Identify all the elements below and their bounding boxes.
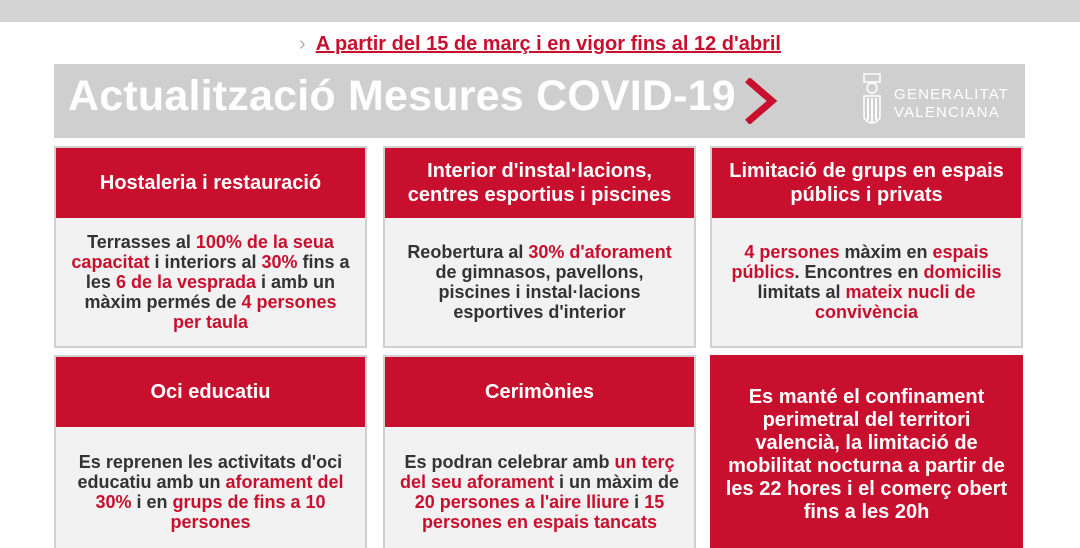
card-hostaleria xyxy=(54,146,367,348)
card-oci-educatiu xyxy=(54,355,367,548)
page-title: Actualització Mesures COVID-19 xyxy=(68,72,736,120)
body-text: . Encontres en xyxy=(794,262,924,282)
body-text: limitats al xyxy=(757,282,846,302)
card-title: Interior d'instal·lacions, centres esportius i piscines xyxy=(385,148,694,218)
card-cerimonies xyxy=(383,355,696,548)
body-text: Reobertura al xyxy=(407,242,529,262)
body-text: i amb un màxim permés de xyxy=(84,272,336,312)
highlight-text: 4 persones per taula xyxy=(172,292,337,332)
generalitat-logo xyxy=(860,72,1020,132)
highlight-text: 20 persones a l'aire lliure xyxy=(414,492,630,512)
logo-line-1: GENERALITAT xyxy=(894,86,1010,103)
card-body xyxy=(56,218,365,346)
body-text: de gimnasos, pavellons, piscines i instal·lacions esportives d'interior xyxy=(435,262,644,322)
card-body xyxy=(385,427,694,548)
highlight-text: 30% d'aforament xyxy=(528,242,672,262)
logo-text xyxy=(894,86,1009,122)
body-text: màxim en xyxy=(839,242,933,262)
card-body xyxy=(712,218,1021,346)
highlight-text: espais públics xyxy=(731,242,989,282)
card-grups xyxy=(710,146,1023,348)
body-text: i un màxim de xyxy=(554,472,680,492)
card-body xyxy=(56,427,365,548)
body-text: fins a les xyxy=(85,252,350,292)
card-instal-lacions xyxy=(383,146,696,348)
card-body-text xyxy=(70,232,351,332)
card-confinament xyxy=(710,355,1023,548)
body-text: Terrasses al xyxy=(87,232,196,252)
header-banner xyxy=(54,64,1025,138)
highlight-text: aforament del 30% xyxy=(95,472,344,512)
highlight-text: mateix nucli de convivència xyxy=(814,282,976,322)
card-title: Limitació de grups en espais públics i privats xyxy=(712,148,1021,218)
card-title: Hostaleria i restauració xyxy=(56,148,365,218)
body-text: i xyxy=(629,492,645,512)
card-body-text xyxy=(726,242,1007,322)
highlight-text: 100% de la seua capacitat xyxy=(71,232,334,272)
card-confinament-text: Es manté el confinament perimetral del territori valencià, la limitació de mobilitat nocturna a partir de les 22 hores i el comerç obert fins a les 20h xyxy=(725,386,1008,523)
highlight-text: 15 persones en espais tancats xyxy=(421,492,665,532)
date-range-link[interactable]: A partir del 15 de març i en vigor fins al 12 d'abril xyxy=(315,33,781,55)
logo-line-2: VALENCIANA xyxy=(894,104,1000,121)
card-body-text xyxy=(70,452,351,532)
card-body xyxy=(385,218,694,346)
date-range-line xyxy=(0,33,1080,59)
body-text: i en xyxy=(131,492,173,512)
body-text: Es reprenen les activitats d'oci educatiu amb un xyxy=(77,452,343,492)
card-body-text xyxy=(399,242,680,322)
body-text: i interiors al xyxy=(149,252,262,272)
highlight-text: 30% xyxy=(261,252,298,272)
highlight-text: un terç del seu aforament xyxy=(399,452,675,492)
highlight-text: 4 persones xyxy=(744,242,840,262)
highlight-text: domicilis xyxy=(923,262,1002,282)
card-body-text xyxy=(399,452,680,532)
chevron-right-icon: › xyxy=(299,33,306,55)
coat-of-arms-icon xyxy=(860,72,884,132)
highlight-text: 6 de la vesprada xyxy=(115,272,257,292)
chevron-right-icon xyxy=(742,78,782,124)
top-bar xyxy=(0,0,1080,22)
card-title: Cerimònies xyxy=(385,357,694,427)
card-title: Oci educatiu xyxy=(56,357,365,427)
highlight-text: grups de fins a 10 persones xyxy=(170,492,326,532)
body-text: Es podran celebrar amb xyxy=(404,452,615,472)
